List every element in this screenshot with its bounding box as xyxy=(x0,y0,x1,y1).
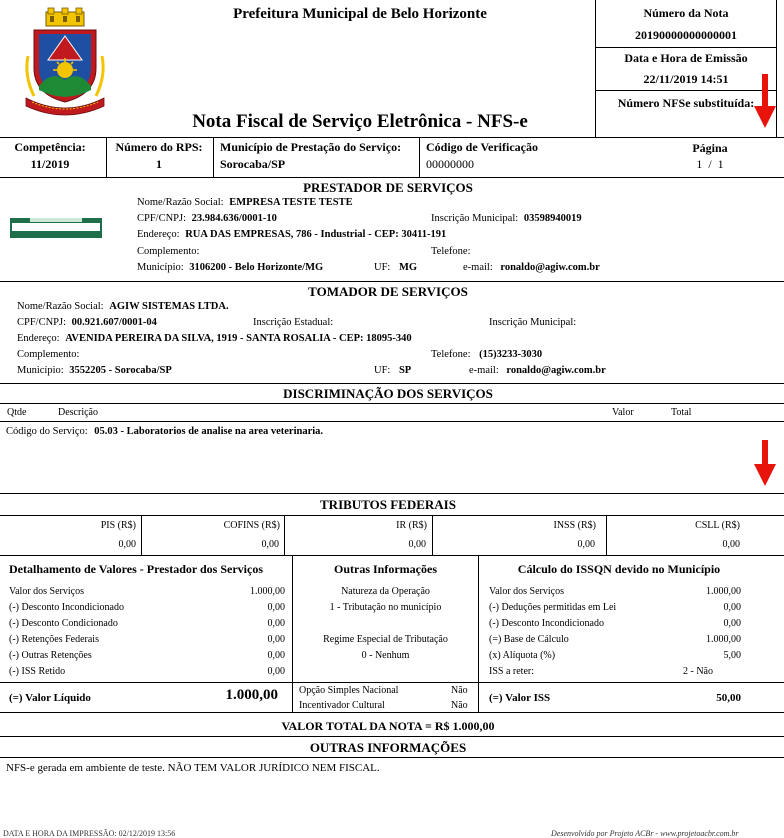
issqn-row xyxy=(489,618,741,629)
regime-label: Regime Especial de Tributação xyxy=(323,634,448,645)
tomador-telefone-label: Telefone: xyxy=(431,349,471,360)
valor-iss-value: 50,00 xyxy=(716,692,741,704)
iss-reter-value: 2 - Não xyxy=(683,666,713,677)
prestador-email: ronaldo@agiw.com.br xyxy=(500,262,600,273)
municipio-prestacao-label: Município de Prestação do Serviço: xyxy=(220,140,402,154)
detalhamento-row xyxy=(9,618,285,629)
outras-informacoes-title: OUTRAS INFORMAÇÕES xyxy=(309,740,467,755)
tributo-cofins-label: COFINS (R$) xyxy=(223,520,280,531)
prestador-municipio-label: Município: xyxy=(137,262,184,273)
simples-value: Não xyxy=(451,685,468,696)
detalhamento-row xyxy=(9,586,285,597)
tomador-nome-label: Nome/Razão Social: xyxy=(17,301,104,312)
detalhamento-row xyxy=(9,634,285,645)
detalhamento-label: (-) Desconto Incondicionado xyxy=(9,602,124,613)
prestador-cnpj: 23.984.636/0001-10 xyxy=(191,213,277,224)
tomador-email-label: e-mail: xyxy=(469,365,499,376)
codigo-servico-label: Código do Serviço: xyxy=(6,426,88,437)
issqn-value: 0,00 xyxy=(723,602,741,613)
tomador-telefone: (15)3233-3030 xyxy=(479,349,543,360)
outras-info-title: Outras Informações xyxy=(334,562,437,576)
outras-informacoes-text: NFS-e gerada em ambiente de teste. NÃO TEM VALOR JURÍDICO NEM FISCAL. xyxy=(6,762,380,774)
prestador-complemento-label: Complemento: xyxy=(137,246,200,257)
tributo-inss-value: 0,00 xyxy=(577,539,595,550)
pagina-label: Página xyxy=(692,141,728,155)
rps-label: Número do RPS: xyxy=(115,140,203,154)
detalhamento-value: 0,00 xyxy=(267,602,285,613)
tributo-inss-label: INSS (R$) xyxy=(553,520,596,531)
tributo-pis-label: PIS (R$) xyxy=(100,520,136,531)
issqn-row xyxy=(489,666,713,677)
detalhamento-row xyxy=(9,650,285,661)
red-arrow-down-icon xyxy=(752,436,778,488)
detalhamento-title: Detalhamento de Valores - Prestador dos Serviços xyxy=(9,562,263,576)
detalhamento-value: 0,00 xyxy=(267,666,285,677)
issqn-title: Cálculo do ISSQN devido no Município xyxy=(517,562,721,576)
tributo-csll-value: 0,00 xyxy=(722,539,740,550)
tributo-ir-value: 0,00 xyxy=(408,539,426,550)
detalhamento-label: (-) Retenções Federais xyxy=(9,634,99,645)
emission-datetime: 22/11/2019 14:51 xyxy=(643,72,729,86)
incentivador-value: Não xyxy=(451,700,468,711)
issqn-row xyxy=(489,634,741,645)
col-qtde: Qtde xyxy=(7,407,27,418)
issqn-row xyxy=(489,586,741,597)
codigo-verificacao-value: 00000000 xyxy=(426,157,474,171)
detalhamento-row xyxy=(9,666,285,677)
emission-label: Data e Hora de Emissão xyxy=(624,51,748,65)
red-arrow-down-icon xyxy=(752,70,778,130)
prestador-im-label: Inscrição Municipal: xyxy=(431,213,519,224)
tributo-cofins-value: 0,00 xyxy=(261,539,279,550)
detalhamento-row xyxy=(9,602,285,613)
detalhamento-label: (-) Desconto Condicionado xyxy=(9,618,118,629)
detalhamento-label: (-) ISS Retido xyxy=(9,666,66,677)
detalhamento-value: 1.000,00 xyxy=(250,586,285,597)
iss-reter-label: ISS a reter: xyxy=(489,666,534,677)
city-hall-name: Prefeitura Municipal de Belo Horizonte xyxy=(233,6,487,22)
detalhamento-value: 0,00 xyxy=(267,634,285,645)
natureza-label: Natureza da Operação xyxy=(341,586,430,597)
coat-of-arms-icon xyxy=(20,6,110,116)
tomador-municipio-label: Município: xyxy=(17,365,64,376)
tomador-endereco: AVENIDA PEREIRA DA SILVA, 1919 - SANTA ROSALIA - CEP: 18095-340 xyxy=(65,333,412,344)
detalhamento-label: (-) Outras Retenções xyxy=(9,650,92,661)
prestador-telefone-label: Telefone: xyxy=(431,246,471,257)
issqn-label: (-) Desconto Incondicionado xyxy=(489,618,604,629)
prestador-email-label: e-mail: xyxy=(463,262,493,273)
tomador-uf: SP xyxy=(398,365,412,376)
codigo-verificacao-label: Código de Verificação xyxy=(426,140,538,154)
competencia-value: 11/2019 xyxy=(30,157,70,171)
tributo-csll-label: CSLL (R$) xyxy=(695,520,740,531)
prestador-nome-label: Nome/Razão Social: xyxy=(137,197,224,208)
prestador-cnpj-label: CPF/CNPJ: xyxy=(137,213,187,224)
col-valor: Valor xyxy=(612,407,634,418)
issqn-value: 1.000,00 xyxy=(706,586,741,597)
tomador-endereco-label: Endereço: xyxy=(17,333,60,344)
valor-total-nota: VALOR TOTAL DA NOTA = R$ 1.000,00 xyxy=(281,719,495,733)
codigo-servico-value: 05.03 - Laboratorios de analise na area veterinaria. xyxy=(94,426,324,437)
prestador-endereco: RUA DAS EMPRESAS, 786 - Industrial - CEP: 30411-191 xyxy=(185,229,447,240)
prestador-municipio: 3106200 - Belo Horizonte/MG xyxy=(189,262,324,273)
tributos-title: TRIBUTOS FEDERAIS xyxy=(320,497,456,512)
tomador-municipio: 3552205 - Sorocaba/SP xyxy=(69,365,172,376)
tomador-ie-label: Inscrição Estadual: xyxy=(253,317,334,328)
detalhamento-label: Valor dos Serviços xyxy=(9,586,84,597)
tomador-complemento-label: Complemento: xyxy=(17,349,80,360)
note-number: 20190000000000001 xyxy=(635,28,737,42)
prestador-uf-label: UF: xyxy=(374,262,391,273)
municipio-prestacao-value: Sorocaba/SP xyxy=(220,157,286,171)
pagina-value: 1 / 1 xyxy=(696,157,724,171)
rps-value: 1 xyxy=(156,157,162,171)
prestador-endereco-label: Endereço: xyxy=(137,229,180,240)
discriminacao-title: DISCRIMINAÇÃO DOS SERVIÇOS xyxy=(283,386,493,401)
valor-iss-label: (=) Valor ISS xyxy=(489,692,551,704)
natureza-value: 1 - Tributação no município xyxy=(329,602,442,613)
tomador-cnpj: 00.921.607/0001-04 xyxy=(71,317,157,328)
issqn-value: 0,00 xyxy=(723,618,741,629)
issqn-value: 5,00 xyxy=(723,650,741,661)
col-descricao: Descrição xyxy=(58,407,98,418)
issqn-row xyxy=(489,602,741,613)
tributo-ir-label: IR (R$) xyxy=(396,520,427,531)
detalhamento-value: 0,00 xyxy=(267,650,285,661)
col-total: Total xyxy=(671,407,692,418)
simples-label: Opção Simples Nacional xyxy=(299,685,399,696)
tributo-pis-value: 0,00 xyxy=(118,539,136,550)
company-logo-icon xyxy=(8,215,104,240)
issqn-label: Valor dos Serviços xyxy=(489,586,564,597)
tomador-uf-label: UF: xyxy=(374,365,391,376)
valor-liquido-value: 1.000,00 xyxy=(225,687,278,703)
tomador-email: ronaldo@agiw.com.br xyxy=(506,365,606,376)
issqn-row xyxy=(489,650,741,661)
tomador-im-label: Inscrição Municipal: xyxy=(489,317,577,328)
valor-liquido-label: (=) Valor Líquido xyxy=(9,692,91,704)
prestador-nome: EMPRESA TESTE TESTE xyxy=(229,197,353,208)
note-number-label: Número da Nota xyxy=(643,6,729,20)
detalhamento-value: 0,00 xyxy=(267,618,285,629)
replaced-nfse-label: Número NFSe substituída: xyxy=(617,96,755,110)
regime-value: 0 - Nenhum xyxy=(361,650,410,661)
issqn-label: (x) Alíquota (%) xyxy=(489,650,556,661)
issqn-value: 1.000,00 xyxy=(706,634,741,645)
issqn-label: (=) Base de Cálculo xyxy=(489,634,569,645)
tomador-title: TOMADOR DE SERVIÇOS xyxy=(308,284,468,299)
print-datetime: DATA E HORA DA IMPRESSÃO: 02/12/2019 13:56 xyxy=(3,829,176,838)
incentivador-label: Incentivador Cultural xyxy=(299,700,385,711)
document-title: Nota Fiscal de Serviço Eletrônica - NFS-e xyxy=(192,111,528,132)
prestador-uf: MG xyxy=(398,262,418,273)
tomador-nome: AGIW SISTEMAS LTDA. xyxy=(109,301,229,312)
developer-credit: Desenvolvido por Projeto ACBr - www.projetoacbr.com.br xyxy=(551,829,739,838)
competencia-label: Competência: xyxy=(14,140,86,154)
tomador-cnpj-label: CPF/CNPJ: xyxy=(17,317,67,328)
issqn-label: (-) Deduções permitidas em Lei xyxy=(489,602,617,613)
prestador-im: 03598940019 xyxy=(523,213,582,224)
prestador-title: PRESTADOR DE SERVIÇOS xyxy=(303,180,473,195)
